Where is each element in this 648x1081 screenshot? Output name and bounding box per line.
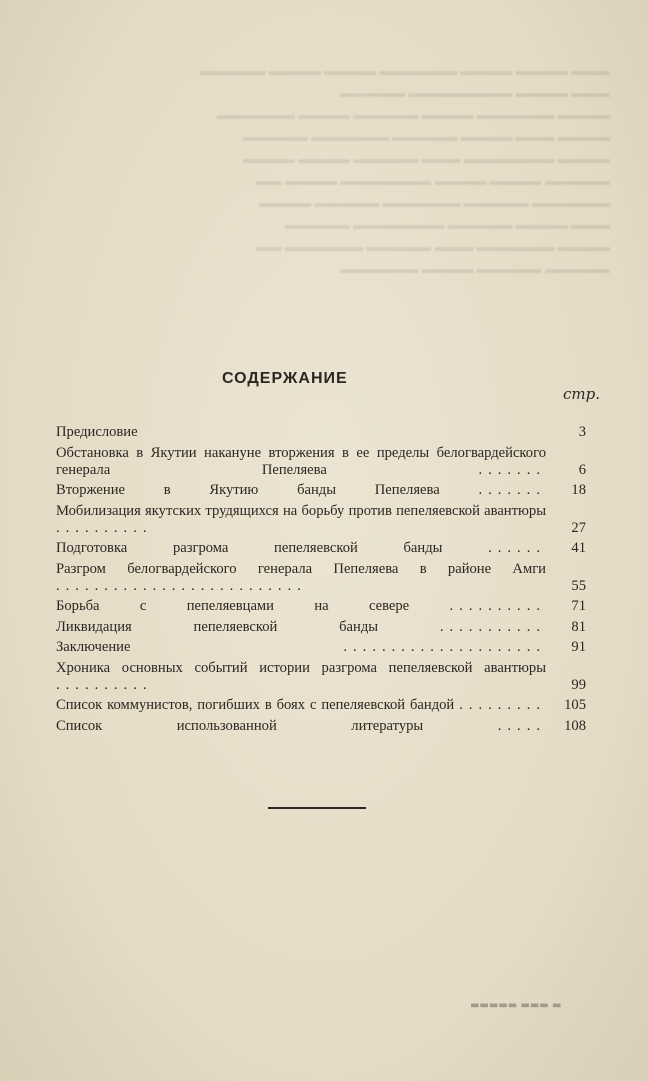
- toc-entry-title: Список коммунистов, погибших в боях с пепеляевской бандой .........: [56, 697, 546, 713]
- toc-entry-title: Предисловие: [56, 424, 138, 440]
- toc-entry-page: 6: [578, 461, 586, 478]
- toc-entry-literature[interactable]: [56, 718, 586, 735]
- toc-entry-page: 91: [571, 639, 586, 655]
- toc-entry-communists[interactable]: [56, 697, 586, 714]
- toc-entry-page: 18: [571, 482, 586, 498]
- toc-entry-preface[interactable]: [56, 424, 586, 441]
- toc-entry-page: 81: [571, 618, 586, 635]
- toc-entry-page: 105: [564, 697, 586, 713]
- toc-entry-page: 3: [578, 424, 586, 440]
- toc-entry-title: Хроника основных событий истории разгрома пепеляевской авантюры ..........: [56, 659, 546, 693]
- toc-entry-title: Вторжение в Якутию банды Пепеляева .......: [56, 482, 546, 498]
- toc-entry-situation[interactable]: [56, 445, 586, 479]
- table-of-contents: [56, 424, 586, 738]
- toc-entry-title: Мобилизация якутских трудящихся на борьбу против пепеляевской авантюры ..........: [56, 502, 546, 536]
- toc-entry-page: 99: [571, 676, 586, 693]
- toc-entry-chronicle[interactable]: [56, 660, 586, 694]
- toc-entry-title: Разгром белогвардейского генерала Пепеляева в районе Амги ..........................: [56, 560, 546, 594]
- toc-entry-mobilization[interactable]: [56, 503, 586, 537]
- toc-entry-preparation[interactable]: [56, 540, 586, 557]
- toc-entry-page: 27: [571, 519, 586, 536]
- toc-entry-page: 71: [571, 598, 586, 614]
- toc-entry-title: Подготовка разгрома пепеляевской банды ......: [56, 540, 546, 556]
- page-column-label: стр.: [563, 385, 600, 403]
- toc-entry-title: Ликвидация пепеляевской банды ...........: [56, 618, 546, 635]
- divider-line: [268, 807, 366, 809]
- toc-entry-title: Список использованной литературы .....: [56, 717, 546, 734]
- toc-entry-north[interactable]: [56, 598, 586, 615]
- toc-title: СОДЕРЖАНИЕ: [222, 370, 348, 387]
- show-through-footer: ▬ ▬▬▬ ▬▬▬▬▬: [470, 1000, 562, 1011]
- toc-entry-page: 108: [564, 717, 586, 734]
- toc-entry-title: Борьба с пепеляевцами на севере ..........: [56, 598, 546, 614]
- toc-entry-page: 55: [571, 577, 586, 594]
- toc-entry-liquidation[interactable]: [56, 619, 586, 636]
- toc-entry-title: Обстановка в Якутии накануне вторжения в ее пределы белогвардейского генерала Пепеляева .......: [56, 444, 546, 478]
- toc-entry-conclusion[interactable]: [56, 639, 586, 656]
- toc-entry-page: 41: [571, 540, 586, 556]
- toc-entry-invasion[interactable]: [56, 482, 586, 499]
- toc-entry-defeat-amga[interactable]: [56, 561, 586, 595]
- toc-entry-title: Заключение .....................: [56, 639, 546, 655]
- show-through-text: ▬▬▬ ▬▬▬▬ ▬▬▬▬ ▬▬▬▬▬▬ ▬▬▬▬ ▬▬▬▬ ▬▬▬▬▬ ▬▬▬ ▬▬▬▬ ▬▬▬▬▬▬▬▬ ▬▬▬▬▬ ▬▬▬▬ ▬▬▬▬▬▬ ▬▬▬▬ ▬▬▬▬▬ ▬▬▬▬ ▬▬▬▬▬▬ ▬▬▬▬ ▬▬▬ ▬▬▬▬ ▬▬▬▬▬ ▬▬▬▬▬▬ ▬▬▬▬▬ ▬▬▬▬ ▬▬▬▬▬▬▬ ▬▬▬ ▬▬▬▬▬ ▬▬▬▬ ▬▬▬▬ ▬▬▬▬▬ ▬▬▬▬ ▬▬▬▬ ▬▬▬▬▬▬▬ ▬▬▬▬ ▬▬ ▬▬▬▬▬▬ ▬▬▬▬▬ ▬▬▬▬▬▬ ▬▬▬▬▬ ▬▬▬▬ ▬▬▬ ▬▬▬▬ ▬▬▬▬▬ ▬▬▬▬▬▬▬ ▬▬▬▬▬ ▬▬▬▬ ▬▬▬▬▬▬ ▬▬▬ ▬▬▬▬▬ ▬▬▬▬▬▬ ▬▬ ▬▬▬▬▬ ▬▬▬▬▬ ▬▬▬▬ ▬▬▬▬▬▬: [200, 63, 610, 276]
